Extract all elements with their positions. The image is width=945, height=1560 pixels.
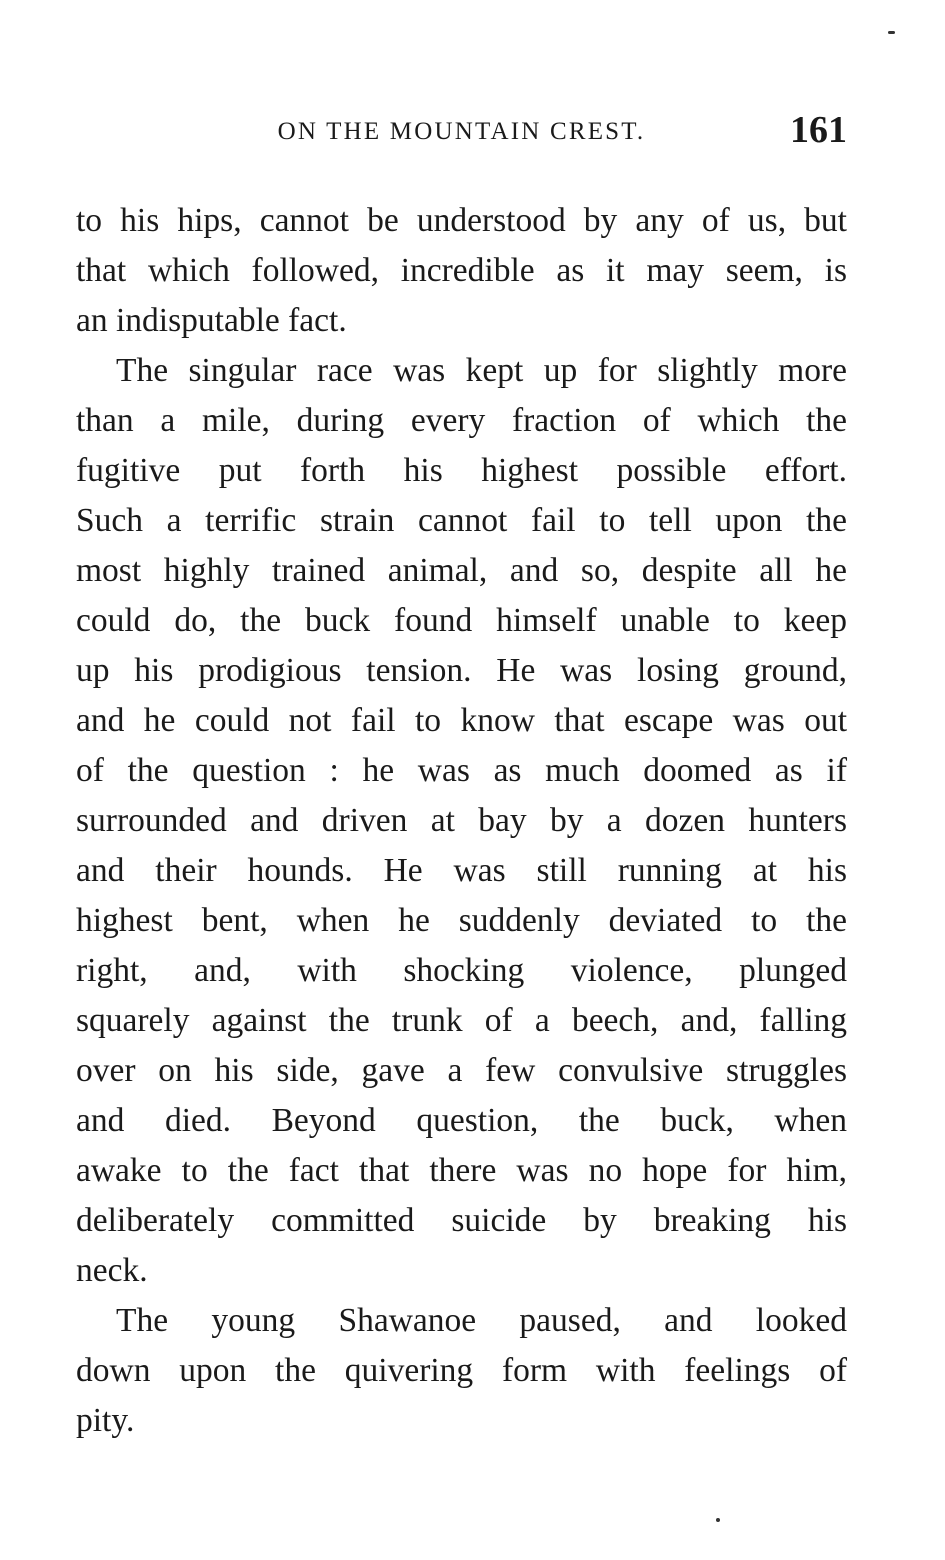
text-line: surrounded and driven at bay by a dozen hunters	[76, 802, 847, 839]
running-title: ON THE MOUNTAIN CREST.	[277, 118, 646, 145]
text-line: Such a terrific strain cannot fail to tell upon the	[76, 502, 847, 539]
text-line: The young Shawanoe paused, and looked	[116, 1302, 847, 1339]
text-line: awake to the fact that there was no hope for him,	[76, 1152, 847, 1189]
text-line: than a mile, during every fraction of which the	[76, 402, 847, 439]
text-line: that which followed, incredible as it may seem, is	[76, 252, 847, 289]
text-line: The singular race was kept up for slightly more	[116, 352, 847, 389]
text-line: and died. Beyond question, the buck, when	[76, 1102, 847, 1139]
text-line: up his prodigious tension. He was losing ground,	[76, 652, 847, 689]
page-number: 161	[790, 109, 847, 151]
text-line: over on his side, gave a few convulsive struggles	[76, 1052, 847, 1089]
text-line: and their hounds. He was still running at his	[76, 852, 847, 889]
text-line: down upon the quivering form with feelings of	[76, 1352, 847, 1389]
text-line: most highly trained animal, and so, despite all he	[76, 552, 847, 589]
paragraph	[76, 1296, 847, 1446]
paragraph	[76, 346, 847, 1296]
text-line: could do, the buck found himself unable to keep	[76, 602, 847, 639]
text-line: an indisputable fact.	[76, 302, 347, 339]
text-line: deliberately committed suicide by breaking his	[76, 1202, 847, 1239]
running-head	[76, 109, 847, 156]
text-line: and he could not fail to know that escape was out	[76, 702, 847, 739]
text-line: pity.	[76, 1402, 135, 1439]
text-line: right, and, with shocking violence, plunged	[76, 952, 847, 989]
text-line: of the question : he was as much doomed as if	[76, 752, 847, 789]
body-text	[76, 196, 847, 1446]
ink-speck-bottom	[716, 1518, 720, 1522]
text-line: to his hips, cannot be understood by any of us, but	[76, 202, 847, 239]
text-line: squarely against the trunk of a beech, and, falling	[76, 1002, 847, 1039]
text-line: neck.	[76, 1252, 148, 1289]
paragraph	[76, 196, 847, 346]
text-line: highest bent, when he suddenly deviated to the	[76, 902, 847, 939]
text-line: fugitive put forth his highest possible effort.	[76, 452, 847, 489]
ink-speck-top	[888, 31, 895, 34]
